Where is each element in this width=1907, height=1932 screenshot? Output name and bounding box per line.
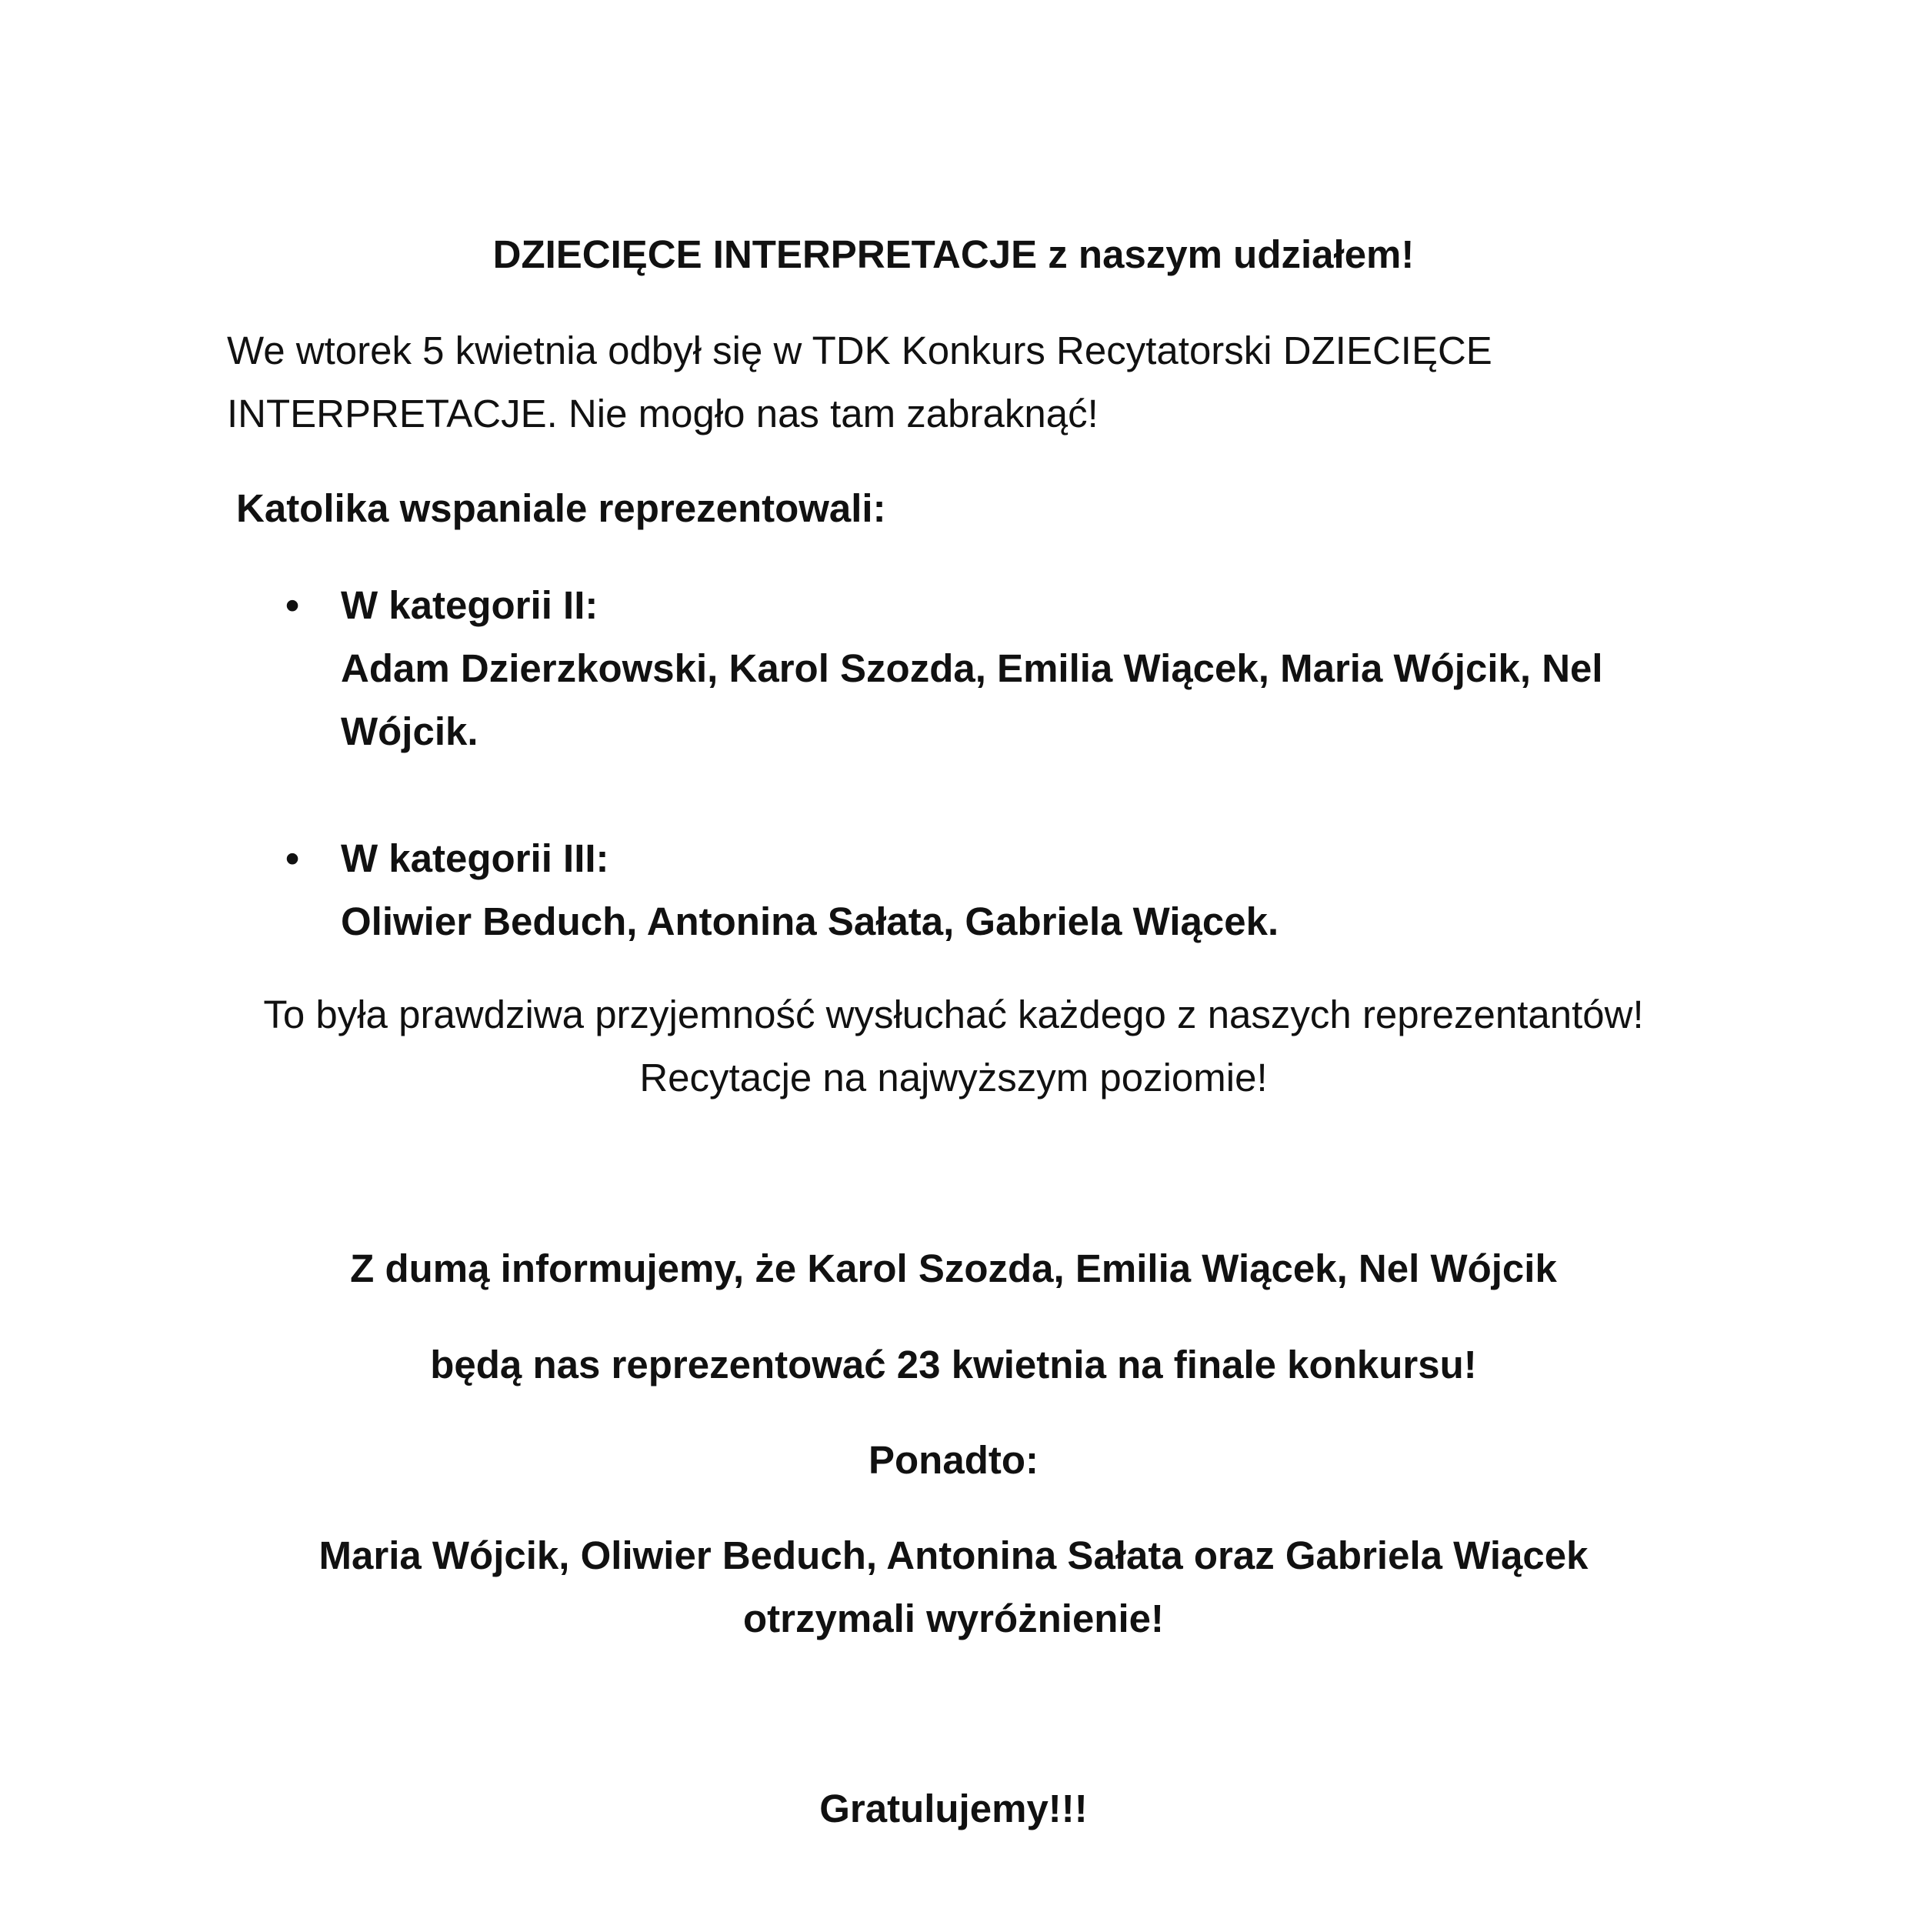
document-title: DZIECIĘCE INTERPRETACJE z naszym udziałem! bbox=[492, 232, 1415, 276]
category-ii-content bbox=[341, 574, 1603, 763]
closing-line-2: Recytacje na najwyższym poziomie! bbox=[639, 1056, 1268, 1099]
bullet-icon: • bbox=[285, 836, 299, 880]
category-ii-names-line-1: Adam Dzierzkowski, Karol Szozda, Emilia Wiącek, Maria Wójcik, Nel bbox=[341, 646, 1603, 690]
moreover-heading: Ponadto: bbox=[868, 1438, 1039, 1482]
representatives-heading: Katolika wspaniale reprezentowali: bbox=[236, 486, 886, 530]
distinction-paragraph bbox=[0, 1524, 1907, 1650]
distinction-line-1: Maria Wójcik, Oliwier Beduch, Antonina Sałata oraz Gabriela Wiącek bbox=[318, 1533, 1589, 1577]
bullet-icon: • bbox=[285, 583, 299, 627]
category-iii-content bbox=[341, 827, 1279, 953]
category-iii-names: Oliwier Beduch, Antonina Sałata, Gabriela Wiącek. bbox=[341, 899, 1279, 943]
finalists-announcement: Z dumą informujemy, że Karol Szozda, Emilia Wiącek, Nel Wójcik bbox=[350, 1246, 1557, 1290]
category-ii-label: W kategorii II: bbox=[341, 583, 598, 627]
distinction-line-2: otrzymali wyróżnienie! bbox=[743, 1597, 1164, 1640]
category-iii-label: W kategorii III: bbox=[341, 836, 609, 880]
intro-paragraph bbox=[227, 319, 1492, 445]
intro-line-2: INTERPRETACJE. Nie mogło nas tam zabraknąć! bbox=[227, 392, 1099, 435]
closing-line-1: To była prawdziwa przyjemność wysłuchać każdego z naszych reprezentantów! bbox=[263, 993, 1644, 1036]
category-ii-names-line-2: Wójcik. bbox=[341, 709, 478, 753]
finale-announcement: będą nas reprezentować 23 kwietnia na finale konkursu! bbox=[430, 1343, 1477, 1386]
closing-paragraph bbox=[0, 983, 1907, 1109]
congratulations-text: Gratulujemy!!! bbox=[819, 1787, 1088, 1830]
intro-line-1: We wtorek 5 kwietnia odbył się w TDK Konkurs Recytatorski DZIECIĘCE bbox=[227, 329, 1492, 372]
